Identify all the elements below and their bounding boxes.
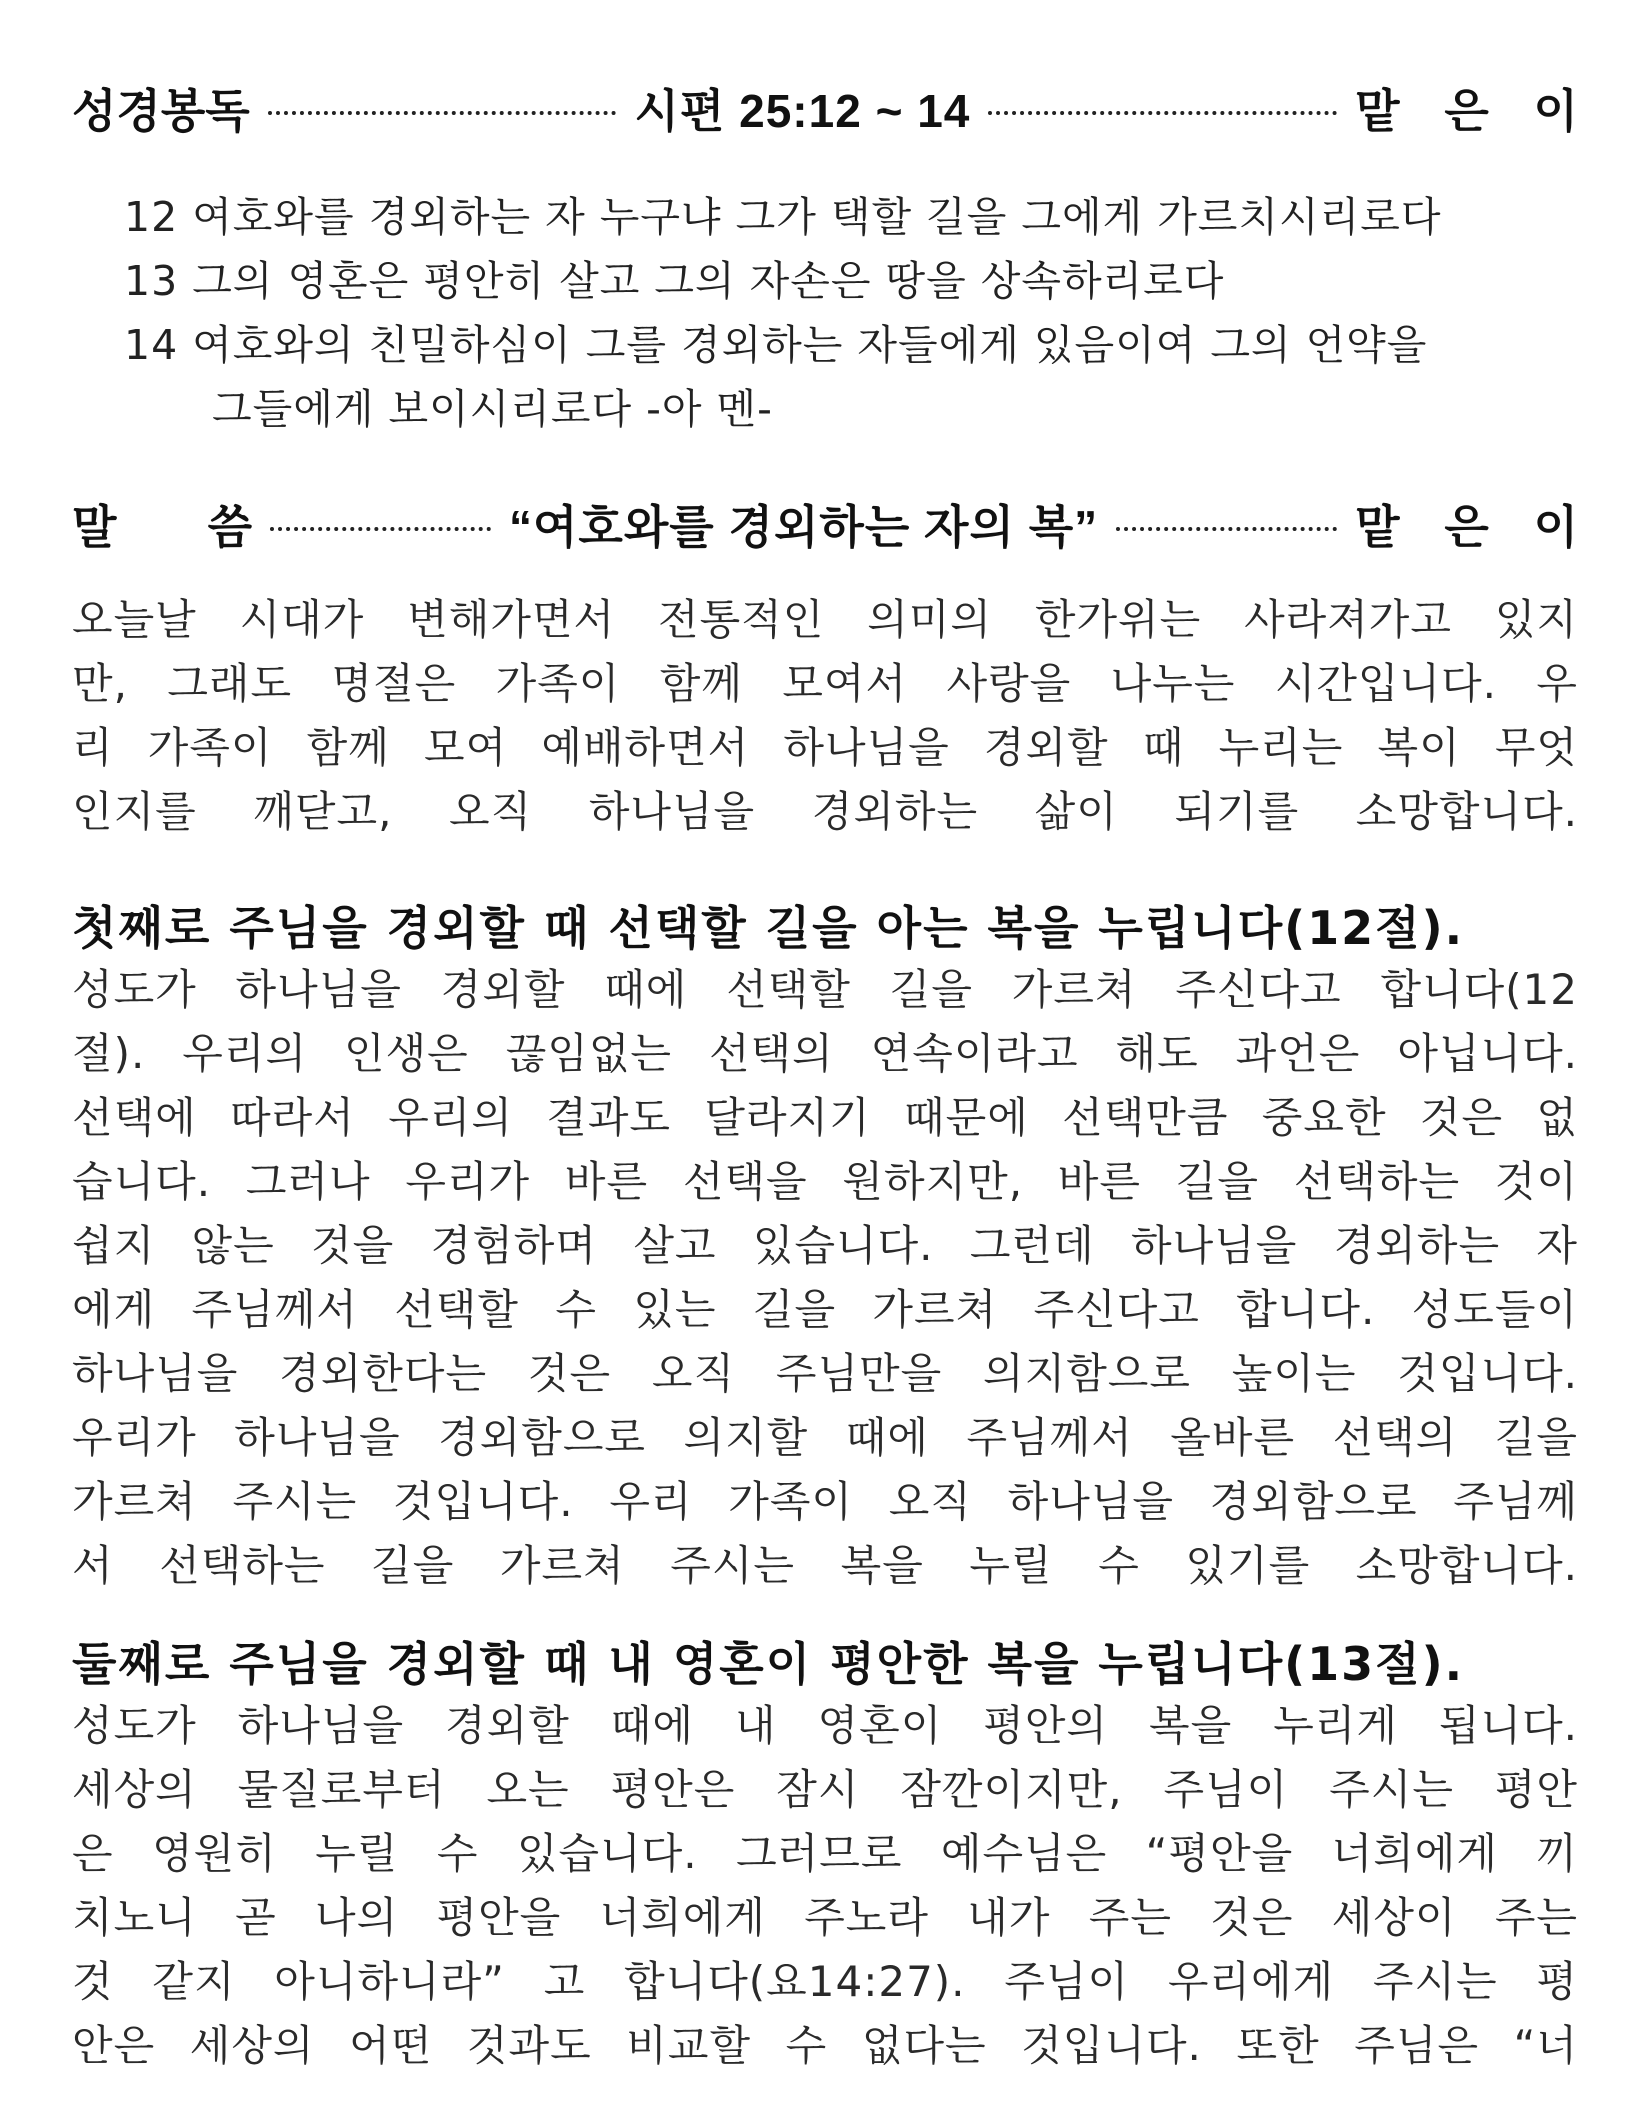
point-title-1: 첫째로 주님을 경외할 때 선택할 길을 아는 복을 누립니다(12절). [72, 901, 1465, 955]
intro-paragraph [72, 588, 1578, 844]
dotted-leader [268, 111, 617, 115]
verse-line: 14 여호와의 친밀하심이 그를 경외하는 자들에게 있음이여 그의 언약을 [124, 321, 1428, 369]
paragraph-line: 습니다. 그러나 우리가 바른 선택을 원하지만, 바른 길을 선택하는 것이 [72, 1157, 1578, 1206]
paragraph-line: 성도가 하나님을 경외할 때에 선택할 길을 가르쳐 주신다고 합니다(12 [72, 965, 1578, 1014]
sermon-label-char: 말 [72, 501, 117, 553]
paragraph-line: 리 가족이 함께 모여 예배하면서 하나님을 경외할 때 누리는 복이 무엇 [72, 723, 1578, 772]
paragraph-line: 에게 주님께서 선택할 수 있는 길을 가르쳐 주신다고 합니다. 성도들이 [72, 1285, 1578, 1334]
dotted-leader [1116, 527, 1337, 531]
sermon-label-char: 씀 [207, 501, 252, 553]
verse-line: 그들에게 보이시리로다 -아 멘- [212, 385, 773, 433]
verse-line: 12 여호와를 경외하는 자 누구냐 그가 택할 길을 그에게 가르치시리로다 [124, 193, 1442, 241]
point-title-2: 둘째로 주님을 경외할 때 내 영혼이 평안한 복을 누립니다(13절). [72, 1637, 1465, 1691]
verse-line: 13 그의 영혼은 평안히 살고 그의 자손은 땅을 상속하리로다 [124, 257, 1225, 305]
paragraph-line: 가르쳐 주시는 것입니다. 우리 가족이 오직 하나님을 경외함으로 주님께 [72, 1477, 1578, 1526]
point-2-paragraph [72, 1694, 1578, 2078]
paragraph-line: 쉽지 않는 것을 경험하며 살고 있습니다. 그런데 하나님을 경외하는 자 [72, 1221, 1578, 1270]
paragraph-line: 세상의 물질로부터 오는 평안은 잠시 잠깐이지만, 주님이 주시는 평안 [72, 1765, 1578, 1814]
paragraph-line: 은 영원히 누릴 수 있습니다. 그러므로 예수님은 “평안을 너희에게 끼 [72, 1829, 1578, 1878]
sermon-title: “여호와를 경외하는 자의 복” [509, 501, 1099, 553]
paragraph-line: 절). 우리의 인생은 끊임없는 선택의 연속이라고 해도 과언은 아닙니다. [72, 1029, 1578, 1078]
point-1-paragraph [72, 958, 1578, 1598]
paragraph-line: 치노니 곧 나의 평안을 너희에게 주노라 내가 주는 것은 세상이 주는 [72, 1893, 1578, 1942]
paragraph-line: 오늘날 시대가 변해가면서 전통적인 의미의 한가위는 사라져가고 있지 [72, 595, 1578, 644]
dotted-leader [988, 111, 1337, 115]
paragraph-line: 성도가 하나님을 경외할 때에 내 영혼이 평안의 복을 누리게 됩니다. [72, 1701, 1578, 1750]
paragraph-line: 인지를 깨닫고, 오직 하나님을 경외하는 삶이 되기를 소망합니다. [72, 787, 1578, 836]
paragraph-line: 선택에 따라서 우리의 결과도 달라지기 때문에 선택만큼 중요한 것은 없 [72, 1093, 1578, 1142]
paragraph-line: 것 같지 아니하니라” 고 합니다(요14:27). 주님이 우리에게 주시는 평 [72, 1957, 1578, 2006]
dotted-leader [270, 527, 491, 531]
paragraph-line: 하나님을 경외한다는 것은 오직 주님만을 의지함으로 높이는 것입니다. [72, 1349, 1578, 1398]
section-label-reading: 성경봉독 [72, 85, 250, 137]
paragraph-line: 우리가 하나님을 경외함으로 의지할 때에 주님께서 올바른 선택의 길을 [72, 1413, 1578, 1462]
paragraph-line: 안은 세상의 어떤 것과도 비교할 수 없다는 것입니다. 또한 주님은 “너 [72, 2021, 1578, 2070]
scripture-passage: 시편 25:12 ~ 14 [634, 85, 971, 137]
paragraph-line: 서 선택하는 길을 가르쳐 주시는 복을 누릴 수 있기를 소망합니다. [72, 1541, 1578, 1590]
sermon-header [72, 484, 1595, 564]
section-label-sermon [72, 491, 252, 557]
paragraph-line: 만, 그래도 명절은 가족이 함께 모여서 사랑을 나누는 시간입니다. 우 [72, 659, 1578, 708]
scripture-reading-header [72, 68, 1594, 148]
presenter-label: 맡 은 이 [1355, 501, 1595, 553]
presenter-label: 맡 은 이 [1355, 85, 1594, 137]
